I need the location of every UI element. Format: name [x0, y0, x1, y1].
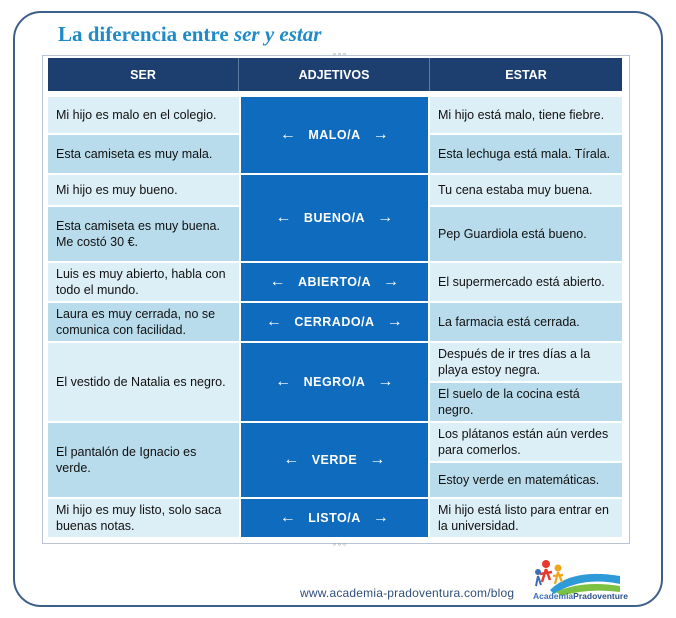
estar-example: Tu cena estaba muy buena.: [430, 175, 622, 207]
estar-example: Pep Guardiola está bueno.: [430, 207, 622, 263]
resize-handle-top: ∘∘∘: [332, 50, 348, 59]
adjective-label: VERDE: [311, 453, 358, 467]
arrow-left-icon: ←: [265, 313, 283, 330]
header-adjetivos: ADJETIVOS: [239, 58, 430, 91]
adjective-cell: [239, 175, 430, 263]
header-estar: ESTAR: [430, 58, 622, 91]
adjective-cell: [239, 97, 430, 175]
arrow-left-icon: ←: [275, 373, 292, 390]
arrow-left-icon: ←: [279, 126, 297, 143]
ser-example: Esta camiseta es muy buena. Me costó 30 €.: [48, 207, 239, 263]
ser-example: Mi hijo es muy bueno.: [48, 175, 239, 207]
table-row: [48, 263, 622, 303]
estar-example: Mi hijo está malo, tiene fiebre.: [430, 97, 622, 135]
arrow-right-icon: →: [377, 209, 394, 226]
adjective-label: CERRADO/A: [294, 315, 375, 329]
arrow-right-icon: →: [372, 509, 390, 526]
header-ser: SER: [48, 58, 239, 91]
logo-wordmark: [533, 591, 628, 601]
estar-example: Los plátanos están aún verdes para comerlos.: [430, 423, 622, 463]
ser-example: Luis es muy abierto, habla con todo el mundo.: [48, 263, 239, 303]
blog-url-link[interactable]: www.academia-pradoventura.com/blog: [300, 586, 515, 600]
logo-text-pradoventure: Pradoventure: [573, 591, 628, 601]
arrow-right-icon: →: [386, 313, 404, 330]
arrow-right-icon: →: [372, 126, 390, 143]
adjective-cell: [239, 263, 430, 303]
adjective-cell: [239, 423, 430, 499]
estar-example: Después de ir tres días a la playa estoy negra.: [430, 343, 622, 383]
ser-example: El vestido de Natalia es negro.: [48, 343, 239, 423]
table-row: [48, 97, 622, 135]
arrow-right-icon: →: [369, 451, 386, 468]
arrow-right-icon: →: [383, 273, 400, 290]
adjective-label: MALO/A: [308, 128, 361, 142]
adjective-cell: [239, 343, 430, 423]
table-row: [48, 303, 622, 343]
arrow-right-icon: →: [377, 373, 394, 390]
estar-example: Estoy verde en matemáticas.: [430, 463, 622, 499]
title-prefix: La diferencia entre: [58, 22, 234, 46]
ser-example: Mi hijo es muy listo, solo saca buenas notas.: [48, 499, 239, 539]
adjective-label: LISTO/A: [308, 511, 361, 525]
adjective-cell: [239, 499, 430, 539]
arrow-left-icon: ←: [269, 273, 286, 290]
adjective-label: ABIERTO/A: [297, 275, 372, 289]
arrow-left-icon: ←: [283, 451, 300, 468]
header-row: [48, 58, 622, 91]
estar-example: La farmacia está cerrada.: [430, 303, 622, 343]
page-title: [58, 22, 321, 47]
adjective-label: NEGRO/A: [303, 375, 366, 389]
logo-text-academia: Academia: [533, 591, 574, 601]
title-italic: ser y estar: [233, 22, 322, 46]
estar-example: El suelo de la cocina está negro.: [430, 383, 622, 423]
table-row: [48, 423, 622, 463]
arrow-left-icon: ←: [275, 209, 292, 226]
resize-handle-bottom: ∘∘∘: [332, 540, 348, 549]
estar-example: Mi hijo está listo para entrar en la universidad.: [430, 499, 622, 539]
ser-example: El pantalón de Ignacio es verde.: [48, 423, 239, 499]
ser-example: Mi hijo es malo en el colegio.: [48, 97, 239, 135]
adjective-cell: [239, 303, 430, 343]
estar-example: Esta lechuga está mala. Tírala.: [430, 135, 622, 175]
adjective-label: BUENO/A: [303, 211, 366, 225]
table-row: [48, 499, 622, 539]
ser-estar-table: [48, 58, 622, 539]
table-row: [48, 175, 622, 207]
estar-example: El supermercado está abierto.: [430, 263, 622, 303]
arrow-left-icon: ←: [279, 509, 297, 526]
ser-example: Laura es muy cerrada, no se comunica con facilidad.: [48, 303, 239, 343]
table-row: [48, 343, 622, 383]
ser-example: Esta camiseta es muy mala.: [48, 135, 239, 175]
